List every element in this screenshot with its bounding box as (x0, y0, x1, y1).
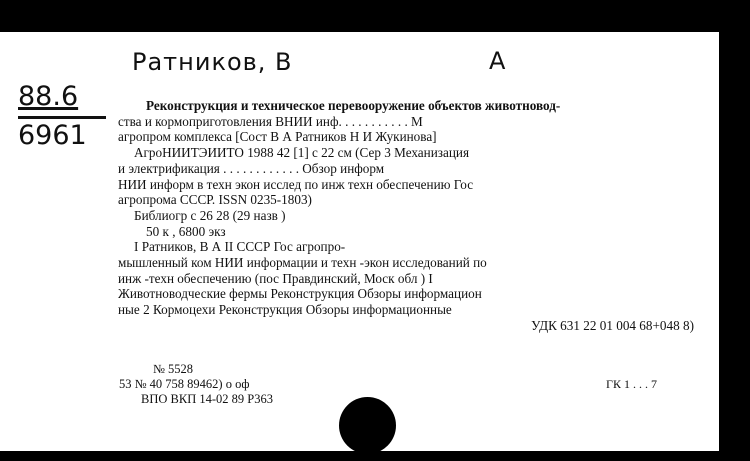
print-info-line: 53 № 40 758 89462) о оф (119, 377, 250, 391)
handwritten-letter: А (489, 47, 506, 75)
catalog-card (0, 32, 719, 451)
card-body-line: и электрификация . . . . . . . . . . . . Обзор информ (118, 160, 385, 176)
copies-line: 50 к , 6800 экз (146, 223, 226, 239)
card-body-line: агропром комплекса [Сост В А Ратников Н И Жукинова] (118, 129, 437, 145)
subject-line: ные 2 Кормоцехи Реконструкция Обзоры информационные (118, 302, 452, 318)
card-body-line: НИИ информ в техн экон исслед по инж техн обеспечению Гос (118, 176, 474, 192)
card-title-line: Реконструкция и техническое перевооружение объектов животновод- (146, 98, 561, 113)
corner-code: ГК 1 . . . 7 (606, 377, 657, 391)
card-footer (119, 362, 273, 407)
punch-hole (339, 397, 396, 454)
tracing-line: мышленный ком НИИ информации и техн -экон исследований по (118, 255, 487, 271)
handwritten-author: Ратников, В (132, 48, 293, 76)
card-body-line: АгроНИИТЭИИТО 1988 42 [1] с 22 см (Сер 3 Механизация (134, 145, 470, 161)
shelf-mark-top: 88.6 (18, 81, 79, 112)
card-body-line: ства и кормоприготовления ВНИИ инф. . . . . . . . . . . М (118, 113, 423, 129)
udk-line: УДК 631 22 01 004 68+048 8) (531, 317, 694, 333)
shelf-mark-bottom: 6961 (18, 116, 106, 153)
tracing-line: инж -техн обеспечению (пос Правдинский, Моск обл ) I (118, 270, 433, 286)
shelf-mark (18, 80, 108, 153)
subject-line: Животноводческие фермы Реконструкция Обзоры информацион (118, 286, 482, 302)
card-number: № 5528 (153, 362, 194, 376)
tracing-line: I Ратников, В А II СССР Гос агропро- (134, 239, 346, 255)
print-info-line: ВПО ВКП 14-02 89 Р363 (141, 392, 273, 406)
card-body-line: агропрома СССР. ISSN 0235-1803) (118, 192, 312, 208)
bibliography-line: Библиогр с 26 28 (29 назв ) (134, 207, 286, 223)
card-body (118, 98, 698, 334)
